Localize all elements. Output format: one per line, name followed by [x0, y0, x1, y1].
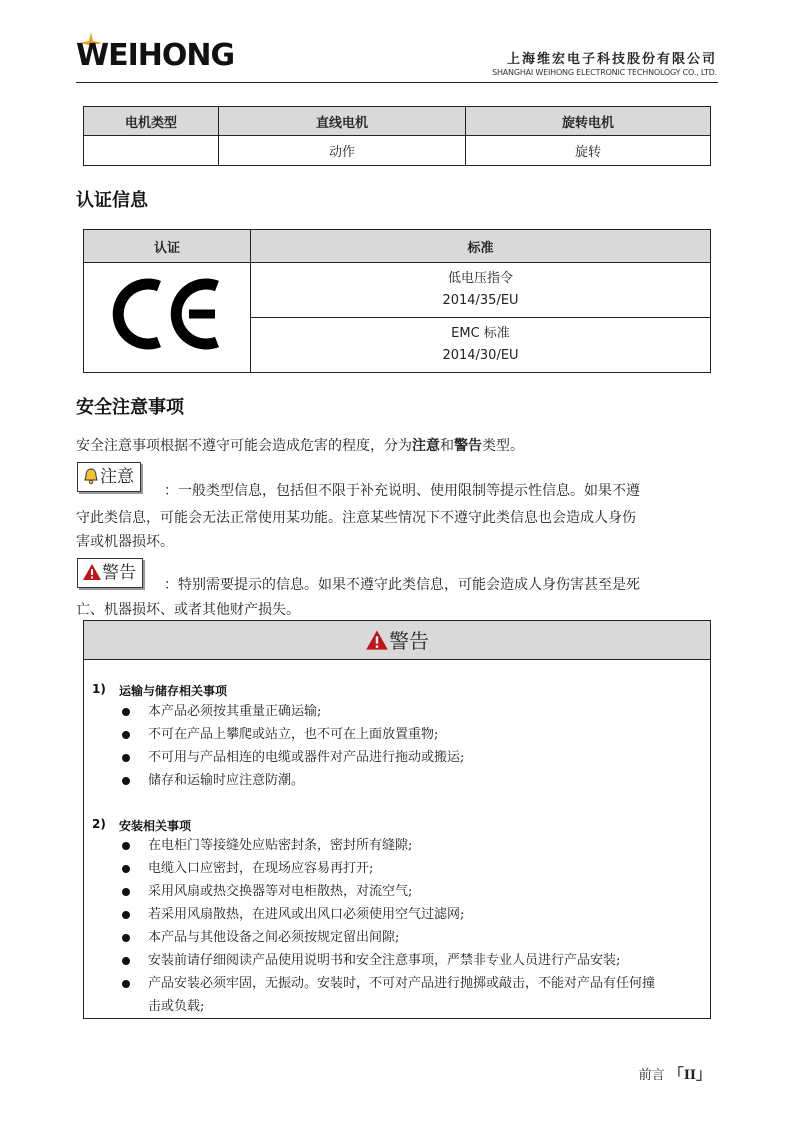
- intro-text: 类型。: [482, 438, 524, 454]
- table-header-cell: 旋转电机: [466, 107, 711, 136]
- list-item: 安装前请仔细阅读产品使用说明书和安全注意事项，严禁非专业人员进行产品安装;: [122, 949, 682, 972]
- standard-cell: [251, 263, 711, 318]
- table-header-cell: 标准: [251, 230, 711, 263]
- ce-mark-cell: [84, 263, 251, 373]
- list-item: 若采用风扇散热，在进风或出风口必须使用空气过滤网;: [122, 903, 682, 926]
- list-item: 电缆入口应密封，在现场应容易再打开;: [122, 857, 682, 880]
- warning-triangle-icon: [82, 563, 102, 581]
- company-name-cn: 上海维宏电子科技股份有限公司: [506, 52, 717, 67]
- list-item: 产品安装必须牢固，无振动。安装时，不可对产品进行抛掷或敲击，不能对产品有任何撞: [122, 972, 682, 995]
- warning-label: 警告: [102, 563, 136, 583]
- table-header-cell: 认证: [84, 230, 251, 263]
- page-footer: 前言 「II」: [638, 1065, 711, 1083]
- list-item: 采用风扇或热交换器等对电柜散热，对流空气;: [122, 880, 682, 903]
- standard-code: 2014/30/EU: [442, 348, 519, 363]
- section-title-certification: 认证信息: [76, 190, 148, 211]
- bell-icon: [82, 467, 100, 485]
- caution-text-line: ：一般类型信息，包括但不限于补充说明、使用限制等提示性信息。如果不遵: [164, 483, 640, 499]
- list-item: 本产品必须按其重量正确运输;: [122, 700, 682, 723]
- ce-mark-icon: [107, 264, 227, 364]
- group-title: 运输与储存相关事项: [119, 684, 228, 698]
- intro-warning-term: 警告: [454, 438, 482, 454]
- list-item-continuation: 击或负载;: [148, 999, 205, 1014]
- table-cell: 旋转: [466, 136, 711, 166]
- caution-text-line: 守此类信息，可能会无法正常使用某功能。注意某些情况下不遵守此类信息也会造成人身伤: [76, 510, 636, 526]
- group-number: 1): [92, 682, 106, 696]
- group-number: 2): [92, 817, 106, 831]
- caution-text-line: 害或机器损坏。: [76, 534, 174, 550]
- standard-name: EMC 标准: [451, 326, 510, 341]
- company-name-en: SHANGHAI WEIHONG ELECTRONIC TECHNOLOGY CO., LTD.: [492, 68, 717, 77]
- warning-box-header: [84, 621, 710, 660]
- company-logo: WEIHONG: [76, 38, 235, 73]
- standard-cell: [251, 318, 711, 373]
- list-item: 在电柜门等接缝处应贴密封条，密封所有缝隙;: [122, 834, 682, 857]
- page-number: II: [683, 1068, 696, 1083]
- table-header-row: [84, 230, 711, 263]
- standard-name: 低电压指令: [447, 271, 513, 286]
- table-cell: 动作: [219, 136, 466, 166]
- list-item: 不可用与产品相连的电缆或器件对产品进行拖动或搬运;: [122, 746, 682, 769]
- warning-box-title-text: 警告: [389, 629, 429, 653]
- list-item: 不可在产品上攀爬或站立，也不可在上面放置重物;: [122, 723, 682, 746]
- warning-text-line: ：特别需要提示的信息。如果不遵守此类信息，可能会造成人身伤害甚至是死: [164, 577, 640, 593]
- safety-intro: [76, 434, 721, 458]
- table-row: [84, 263, 711, 318]
- caution-label: 注意: [100, 467, 134, 487]
- certification-table: [83, 229, 711, 373]
- intro-text: 安全注意事项根据不遵守可能会造成危害的程度，分为: [76, 438, 412, 454]
- group-title: 安装相关事项: [119, 819, 192, 833]
- table-cell: [84, 136, 219, 166]
- warning-box-title: [84, 625, 710, 654]
- warning-triangle-icon: [365, 629, 389, 651]
- table-header-row: [84, 107, 711, 136]
- warning-box: [83, 620, 711, 1019]
- standard-code: 2014/35/EU: [442, 293, 519, 308]
- list-item: 储存和运输时应注意防潮。: [122, 769, 682, 792]
- list-item: 本产品与其他设备之间必须按规定留出间隙;: [122, 926, 682, 949]
- intro-caution-term: 注意: [412, 438, 440, 454]
- warning-badge: [77, 558, 143, 588]
- warning-text-line: 亡、机器损坏、或者其他财产损失。: [76, 602, 300, 618]
- motor-type-table: [83, 106, 711, 166]
- intro-text: 和: [440, 438, 454, 454]
- table-header-cell: 直线电机: [219, 107, 466, 136]
- header-divider: [76, 82, 718, 83]
- table-row: [84, 136, 711, 166]
- footer-label: 前言: [638, 1068, 665, 1083]
- section-title-safety: 安全注意事项: [76, 397, 184, 418]
- table-header-cell: 电机类型: [84, 107, 219, 136]
- caution-badge: [77, 462, 141, 492]
